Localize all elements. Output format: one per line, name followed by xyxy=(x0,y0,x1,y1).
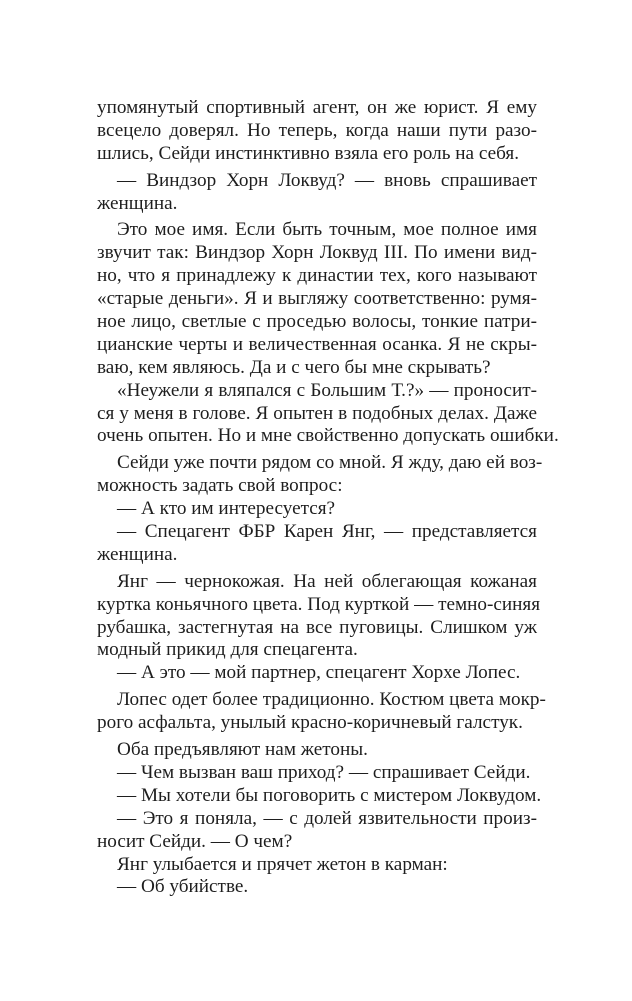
text-line: куртка коньячного цвета. Под курткой — темно-синяя xyxy=(97,593,541,615)
text-line: упомянутый спортивный агент, он же юрист. Я ему xyxy=(97,97,537,118)
paragraph xyxy=(97,808,537,854)
paragraph xyxy=(97,170,537,216)
text-line: цианские черты и величественная осанка. Я не скры- xyxy=(97,333,537,355)
text-line: «старые деньги». Я и выгляжу соответственно: румя- xyxy=(97,288,537,310)
text-line: носит Сейди. — О чем? xyxy=(97,830,293,852)
text-line: — Мы хотели бы поговорить с мистером Локвудом. xyxy=(117,784,542,806)
text-line: женщина. xyxy=(97,192,178,214)
text-line: всецело доверял. Но теперь, когда наши пути разо- xyxy=(97,119,537,141)
text-line: звучит так: Виндзор Хорн Локвуд III. По имени вид- xyxy=(97,242,537,264)
text-line: «Неужели я вляпался с Большим Т.?» — проносит- xyxy=(117,379,537,401)
text-line: — Чем вызван ваш приход? — спрашивает Сейди. xyxy=(117,761,531,783)
paragraph xyxy=(97,876,537,899)
paragraph xyxy=(97,219,537,379)
text-line: шлись, Сейди инстинктивно взяла его роль на себя. xyxy=(97,142,520,164)
text-line: ваю, кем являюсь. Да и с чего бы мне скрывать? xyxy=(97,356,491,378)
text-line: Это мое имя. Если быть точным, мое полное имя xyxy=(117,219,537,241)
text-line: — Об убийстве. xyxy=(117,876,249,898)
paragraph xyxy=(97,570,541,663)
text-line: — Спецагент ФБР Карен Янг, — представляется xyxy=(117,521,537,543)
paragraph xyxy=(97,521,537,567)
text-line: Янг — чернокожая. На ней облегающая кожаная xyxy=(117,570,537,592)
text-line: можность задать свой вопрос: xyxy=(97,475,343,497)
paragraph xyxy=(97,97,537,166)
text-line: но, что я принадлежу к династии тех, кого называют xyxy=(97,265,537,287)
paragraph xyxy=(97,854,537,877)
text-line: — А кто им интересуется? xyxy=(117,498,336,520)
page-text xyxy=(97,97,559,899)
paragraph xyxy=(97,739,537,762)
text-line: Лопес одет более традиционно. Костюм цвета мокр- xyxy=(117,689,546,711)
text-line: Янг улыбается и прячет жетон в карман: xyxy=(117,853,448,875)
paragraph xyxy=(97,662,537,685)
text-line: ное лицо, светлые с проседью волосы, тонкие патри- xyxy=(97,311,537,333)
text-line: Сейди уже почти рядом со мной. Я жду, даю ей воз- xyxy=(117,452,543,474)
paragraph xyxy=(97,498,537,521)
paragraph xyxy=(97,762,537,785)
text-line: Оба предъявляют нам жетоны. xyxy=(117,739,368,761)
paragraph xyxy=(97,452,543,498)
text-line: — Это я поняла, — с долей язвительности произ- xyxy=(117,807,537,829)
text-line: очень опытен. Но и мне свойственно допускать ошибки. xyxy=(97,425,559,447)
paragraph xyxy=(97,689,546,735)
text-line: — А это — мой партнер, спецагент Хорхе Лопес. xyxy=(117,662,521,684)
text-line: женщина. xyxy=(97,543,178,565)
paragraph xyxy=(97,784,542,808)
text-line: рубашка, застегнутая на все пуговицы. Слишком уж xyxy=(97,616,537,638)
text-line: рого асфальта, унылый красно-коричневый галстук. xyxy=(97,712,523,734)
text-line: — Виндзор Хорн Локвуд? — вновь спрашивает xyxy=(117,169,537,191)
paragraph xyxy=(97,379,559,449)
text-line: модный прикид для спецагента. xyxy=(97,639,358,661)
text-line: ся у меня в голове. Я опытен в подобных делах. Даже xyxy=(97,402,537,424)
